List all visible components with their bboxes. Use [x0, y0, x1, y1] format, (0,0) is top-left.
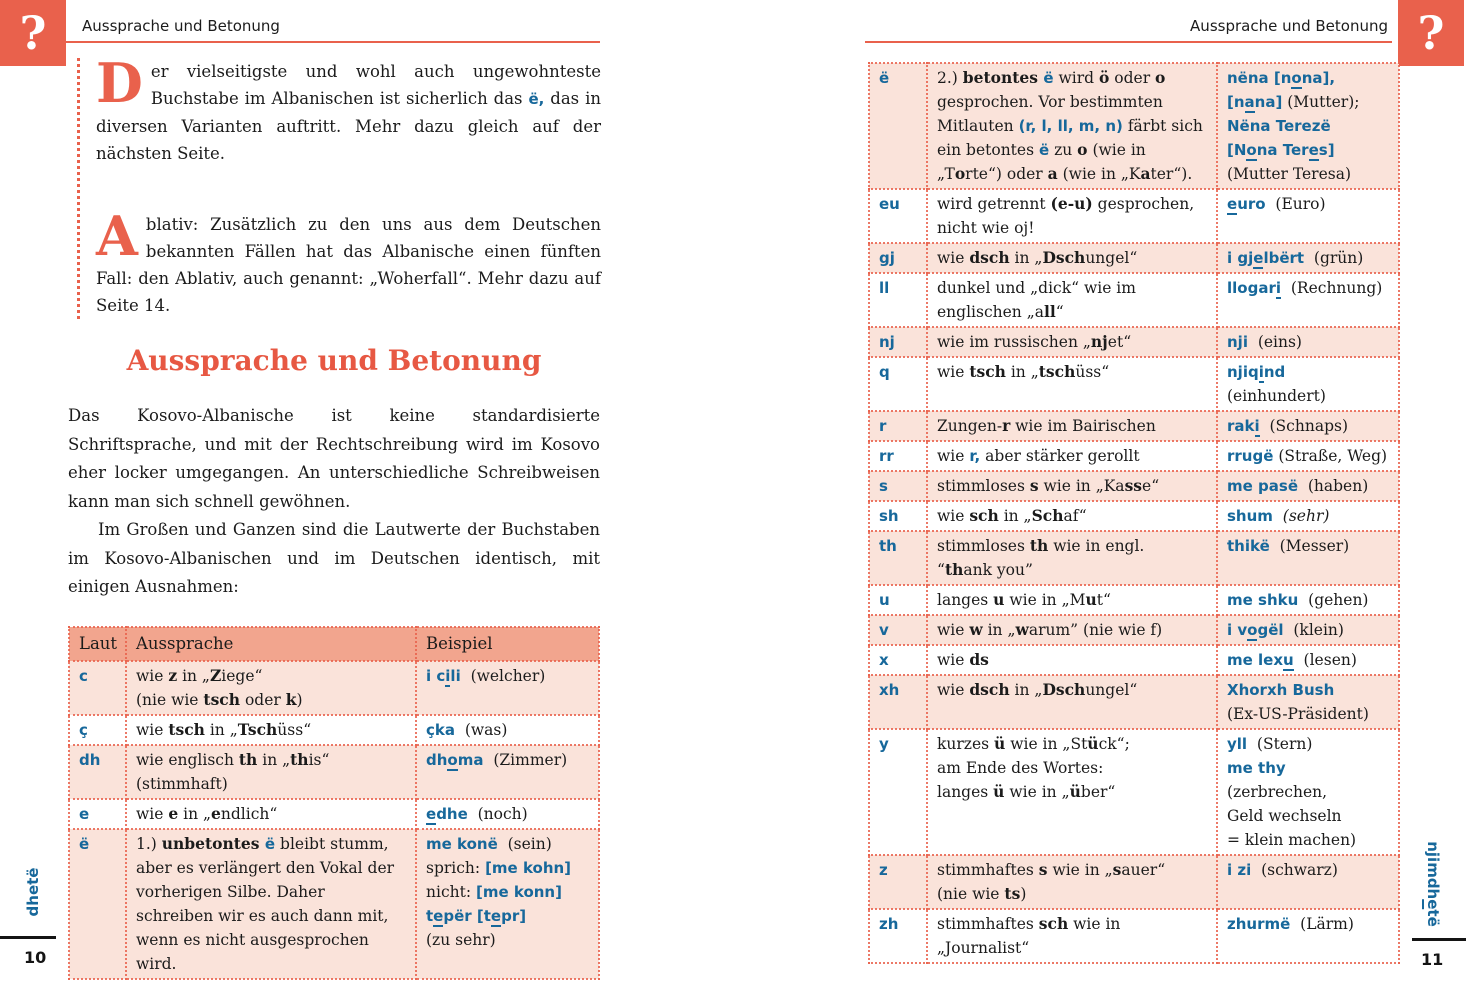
- aussprache-cell: wie dsch in „Dschungel“: [927, 675, 1217, 729]
- running-header: Aussprache und Betonung: [1190, 17, 1388, 35]
- laut-cell: ll: [869, 273, 927, 327]
- beispiel-cell: me lexu (lesen): [1217, 645, 1399, 675]
- beispiel-cell: nji (eins): [1217, 327, 1399, 357]
- table-row: [869, 531, 1399, 585]
- intro-paragraph: [96, 204, 601, 319]
- body-text-block: [68, 402, 600, 602]
- table-header-row: [69, 627, 599, 661]
- beispiel-cell: me shku (gehen): [1217, 585, 1399, 615]
- laut-cell: th: [869, 531, 927, 585]
- table-row: [869, 273, 1399, 327]
- aussprache-cell: stimmloses th wie in engl. “thank you”: [927, 531, 1217, 585]
- laut-cell: zh: [869, 909, 927, 963]
- beispiel-cell: nëna [nona], [nana] (Mutter); Nëna Terezë [Nona Teres] (Mutter Teresa): [1217, 63, 1399, 189]
- beispiel-cell: i vogël (klein): [1217, 615, 1399, 645]
- laut-cell: ç: [69, 715, 126, 745]
- beispiel-cell: zhurmë (Lärm): [1217, 909, 1399, 963]
- table-row: [869, 189, 1399, 243]
- table-row: [869, 357, 1399, 411]
- laut-cell: rr: [869, 441, 927, 471]
- beispiel-cell: dhoma (Zimmer): [416, 745, 599, 799]
- aussprache-cell: 2.) betontes ë wird ö oder o gesprochen. Vor bestimmten Mitlauten (r, l, ll, m, n) färbt sich ein betontes ë zu o (wie in „Torte“) oder a (wie in „Kater“).: [927, 63, 1217, 189]
- table-row: [69, 661, 599, 715]
- page-number-rule: [0, 936, 56, 939]
- aussprache-cell: stimmloses s wie in „Kasse“: [927, 471, 1217, 501]
- page-number-rule: [1412, 938, 1466, 941]
- aussprache-cell: wie dsch in „Dschungel“: [927, 243, 1217, 273]
- beispiel-cell: raki (Schnaps): [1217, 411, 1399, 441]
- table-row: [869, 471, 1399, 501]
- section-heading: Aussprache und Betonung: [126, 344, 542, 377]
- beispiel-cell: llogari (Rechnung): [1217, 273, 1399, 327]
- pronunciation-table-right: [868, 62, 1400, 964]
- table-row: [869, 585, 1399, 615]
- laut-cell: sh: [869, 501, 927, 531]
- laut-cell: nj: [869, 327, 927, 357]
- header-rule: [865, 41, 1392, 43]
- laut-cell: eu: [869, 189, 927, 243]
- laut-cell: r: [869, 411, 927, 441]
- aussprache-cell: 1.) unbetontes ë bleibt stumm, aber es verlängert den Vokal der vorherigen Silbe. Daher schreiben wir es auch dann mit, wenn es nicht ausgesprochen wird.: [126, 829, 416, 979]
- laut-cell: u: [869, 585, 927, 615]
- laut-cell: c: [69, 661, 126, 715]
- beispiel-cell: rrugë (Straße, Weg): [1217, 441, 1399, 471]
- table-row: [869, 855, 1399, 909]
- beispiel-cell: edhe (noch): [416, 799, 599, 829]
- page-number: 10: [24, 948, 47, 967]
- laut-cell: x: [869, 645, 927, 675]
- aussprache-cell: Zungen-r wie im Bairischen: [927, 411, 1217, 441]
- table-row: [869, 441, 1399, 471]
- aussprache-cell: dunkel und „dick“ wie im englischen „all“: [927, 273, 1217, 327]
- aussprache-cell: stimmhaftes sch wie in „Journalist“: [927, 909, 1217, 963]
- header-rule: [63, 41, 600, 43]
- beispiel-cell: Xhorxh Bush (Ex-US-Präsident): [1217, 675, 1399, 729]
- table-row: [869, 243, 1399, 273]
- beispiel-cell: me pasë (haben): [1217, 471, 1399, 501]
- table-row: [869, 63, 1399, 189]
- aussprache-cell: wie r, aber stärker gerollt: [927, 441, 1217, 471]
- table-row: [869, 327, 1399, 357]
- table-row: [869, 501, 1399, 531]
- laut-cell: xh: [869, 675, 927, 729]
- pronunciation-table-left: [68, 626, 600, 980]
- laut-cell: e: [69, 799, 126, 829]
- beispiel-cell: i zi (schwarz): [1217, 855, 1399, 909]
- beispiel-cell: çka (was): [416, 715, 599, 745]
- aussprache-cell: kurzes ü wie in „Stück“; am Ende des Wortes: langes ü wie in „über“: [927, 729, 1217, 855]
- beispiel-cell: yll (Stern) me thy (zerbrechen, Geld wechseln = klein machen): [1217, 729, 1399, 855]
- table-row: [869, 729, 1399, 855]
- aussprache-cell: wie sch in „Schaf“: [927, 501, 1217, 531]
- table-row: [69, 829, 599, 979]
- table-row: [869, 909, 1399, 963]
- body-paragraph: Das Kosovo-Albanische ist keine standardisierte Schriftsprache, und mit der Rechtschreibung wird im Kosovo eher locker umgegangen. An unterschiedliche Schreibweisen kann man sich schnell gewöhnen.: [68, 406, 600, 511]
- question-mark-icon: ?: [1398, 0, 1464, 66]
- beispiel-cell: shum (sehr): [1217, 501, 1399, 531]
- aussprache-cell: wird getrennt (e-u) gesprochen, nicht wie oj!: [927, 189, 1217, 243]
- page-right: [733, 0, 1466, 1000]
- laut-cell: gj: [869, 243, 927, 273]
- header-aussprache: Aussprache: [126, 627, 416, 661]
- running-header: Aussprache und Betonung: [82, 17, 280, 35]
- table-row: [69, 715, 599, 745]
- table-row: [869, 675, 1399, 729]
- aussprache-cell: langes u wie in „Mut“: [927, 585, 1217, 615]
- sidebar-section-label: njimdhetë: [1424, 841, 1442, 927]
- dropcap: D: [96, 51, 143, 115]
- aussprache-cell: wie tsch in „Tschüss“: [126, 715, 416, 745]
- laut-cell: ë: [69, 829, 126, 979]
- aussprache-cell: wie w in „warum” (nie wie f): [927, 615, 1217, 645]
- aussprache-cell: wie e in „endlich“: [126, 799, 416, 829]
- laut-cell: dh: [69, 745, 126, 799]
- laut-cell: ë: [869, 63, 927, 189]
- aussprache-cell: wie tsch in „tschüss“: [927, 357, 1217, 411]
- intro-paragraph: [96, 51, 601, 167]
- beispiel-cell: euro (Euro): [1217, 189, 1399, 243]
- laut-cell: q: [869, 357, 927, 411]
- page-number: 11: [1421, 950, 1444, 969]
- laut-cell: z: [869, 855, 927, 909]
- table-row: [869, 411, 1399, 441]
- beispiel-cell: njiqind (einhundert): [1217, 357, 1399, 411]
- header-laut: Laut: [69, 627, 126, 661]
- question-mark-icon: ?: [0, 0, 66, 66]
- aussprache-cell: stimmhaftes s wie in „sauer“ (nie wie ts): [927, 855, 1217, 909]
- beispiel-cell: me konë (sein) sprich: [me kohn] nicht: [me konn] tepër [tepr] (zu sehr): [416, 829, 599, 979]
- beispiel-cell: i cili (welcher): [416, 661, 599, 715]
- intro-paragraph-text: er vielseitigste und wohl auch ungewohnteste Buchstabe im Albanischen ist sicherlich das ë, das in diversen Varianten auftritt. Mehr dazu gleich auf der nächsten Seite.: [96, 62, 601, 163]
- table-row: [69, 745, 599, 799]
- aussprache-cell: wie z in „Ziege“ (nie wie tsch oder k): [126, 661, 416, 715]
- table-row: [69, 799, 599, 829]
- aussprache-cell: wie ds: [927, 645, 1217, 675]
- sidebar-section-label: dhetë: [24, 867, 42, 917]
- intro-paragraph-text: blativ: Zusätzlich zu den uns aus dem Deutschen bekannten Fällen hat das Albanische einen fünften Fall: den Ablativ, auch genannt: „Woherfall“. Mehr dazu auf Seite 14.: [96, 215, 601, 315]
- table-row: [869, 645, 1399, 675]
- beispiel-cell: thikë (Messer): [1217, 531, 1399, 585]
- laut-cell: y: [869, 729, 927, 855]
- laut-cell: v: [869, 615, 927, 645]
- aussprache-cell: wie englisch th in „this“ (stimmhaft): [126, 745, 416, 799]
- laut-cell: s: [869, 471, 927, 501]
- beispiel-cell: i gjelbërt (grün): [1217, 243, 1399, 273]
- dropcap: A: [96, 204, 138, 268]
- body-paragraph: Im Großen und Ganzen sind die Lautwerte der Buchstaben im Kosovo-Albanischen und im Deutschen identisch, mit einigen Ausnahmen:: [68, 520, 600, 596]
- header-beispiel: Beispiel: [416, 627, 599, 661]
- intro-block: [77, 51, 601, 319]
- table-row: [869, 615, 1399, 645]
- aussprache-cell: wie im russischen „njet“: [927, 327, 1217, 357]
